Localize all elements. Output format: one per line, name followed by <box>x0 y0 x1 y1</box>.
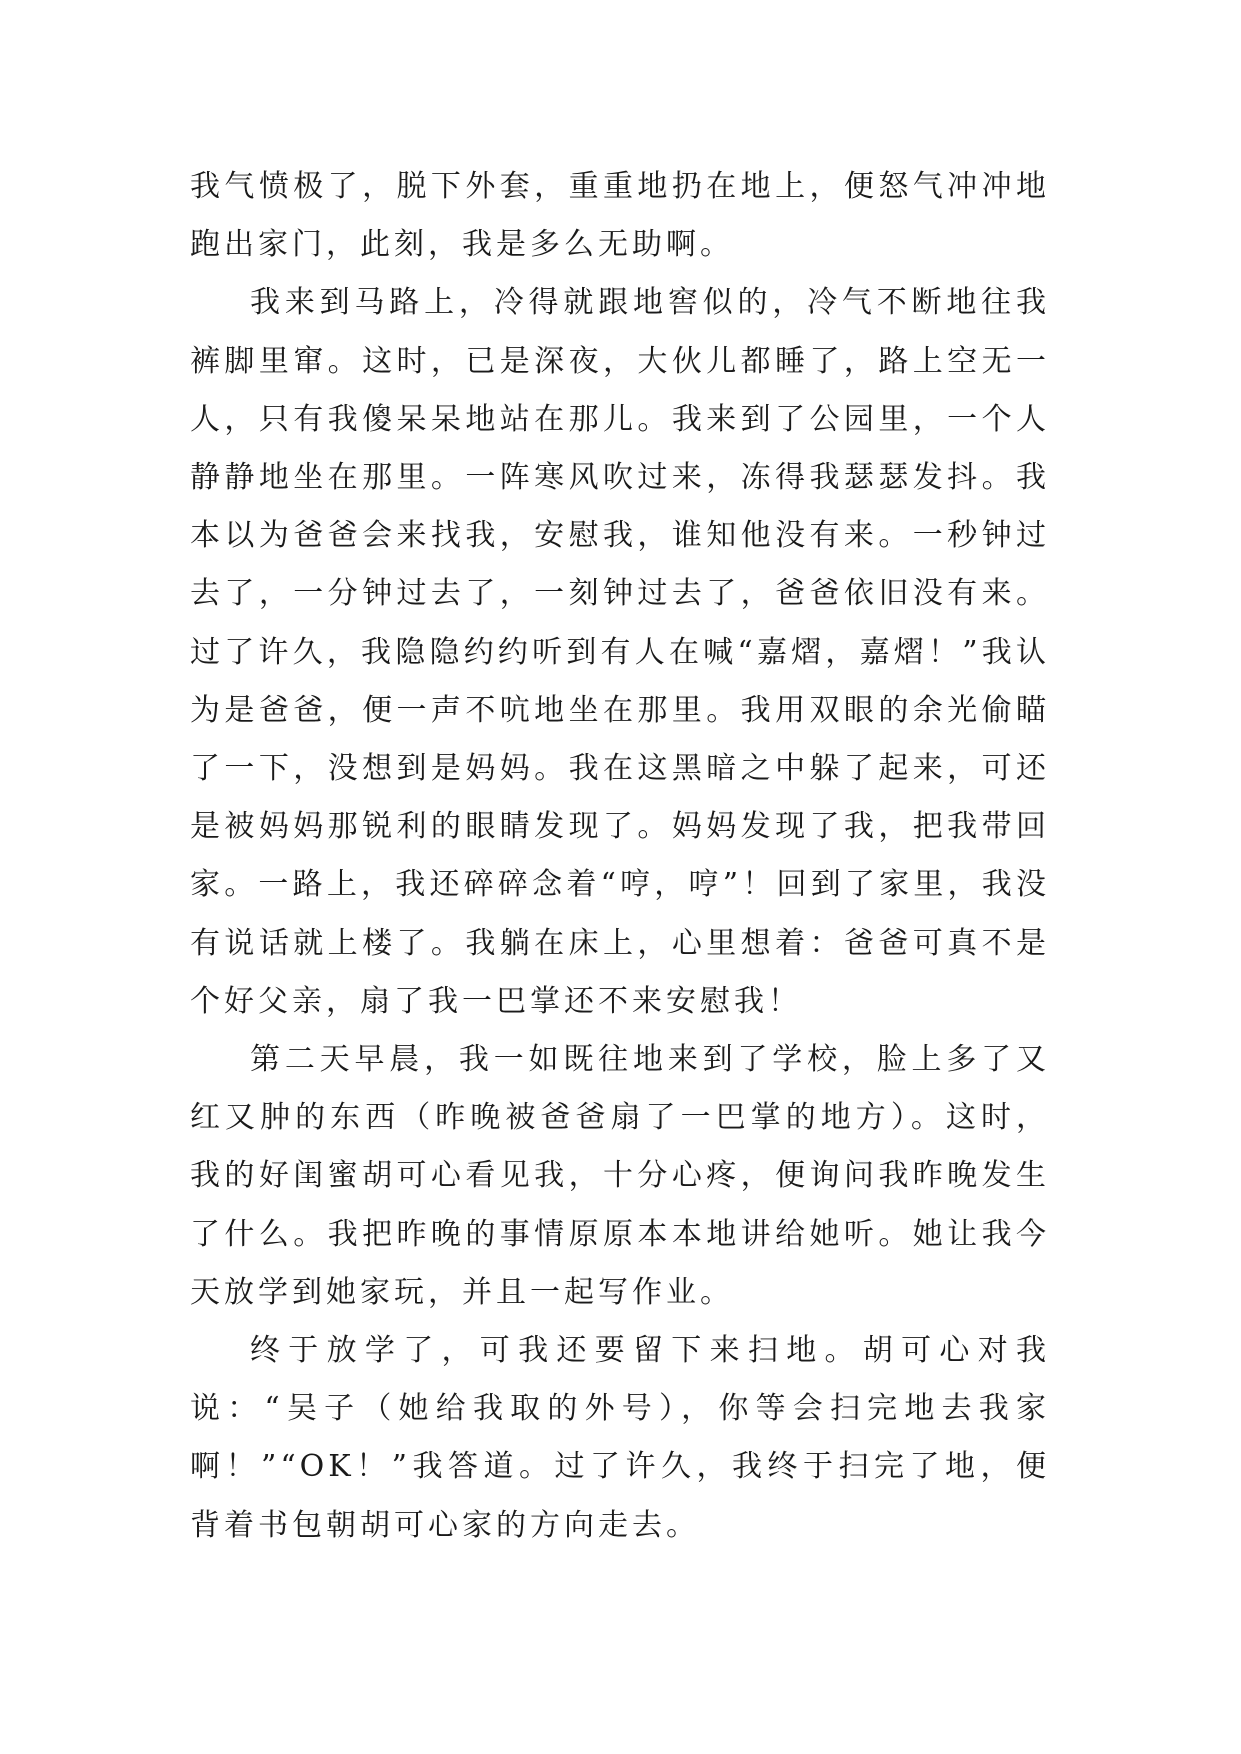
paragraph-2: 我来到马路上，冷得就跟地窖似的，冷气不断地往我裤脚里窜。这时，已是深夜，大伙儿都睡了，路上空无一人，只有我傻呆呆地站在那儿。我来到了公园里，一个人静静地坐在那里。一阵寒风吹过来，冻得我瑟瑟发抖。我本以为爸爸会来找我，安慰我，谁知他没有来。一秒钟过去了，一分钟过去了，一刻钟过去了，爸爸依旧没有来。过了许久，我隐隐约约听到有人在喊“嘉熠，嘉熠！”我认为是爸爸，便一声不吭地坐在那里。我用双眼的余光偷瞄了一下，没想到是妈妈。我在这黑暗之中躲了起来，可还是被妈妈那锐利的眼睛发现了。妈妈发现了我，把我带回家。一路上，我还碎碎念着“哼，哼”！回到了家里，我没有说话就上楼了。我躺在床上，心里想着：爸爸可真不是个好父亲，扇了我一巴掌还不来安慰我！ <box>190 285 1050 1019</box>
paragraph-1: 我气愤极了，脱下外套，重重地扔在地上，便怒气冲冲地跑出家门，此刻，我是多么无助啊。 <box>190 169 1050 263</box>
document-body <box>190 158 1050 1555</box>
paragraph-3: 第二天早晨，我一如既往地来到了学校，脸上多了又红又肿的东西（昨晚被爸爸扇了一巴掌的地方）。这时，我的好闺蜜胡可心看见我，十分心疼，便询问我昨晚发生了什么。我把昨晚的事情原原本本地讲给她听。她让我今天放学到她家玩，并且一起写作业。 <box>190 1042 1050 1310</box>
paragraph-4: 终于放学了，可我还要留下来扫地。胡可心对我说：“吴子（她给我取的外号），你等会扫完地去我家啊！”“OK！”我答道。过了许久，我终于扫完了地，便背着书包朝胡可心家的方向走去。 <box>190 1333 1050 1543</box>
